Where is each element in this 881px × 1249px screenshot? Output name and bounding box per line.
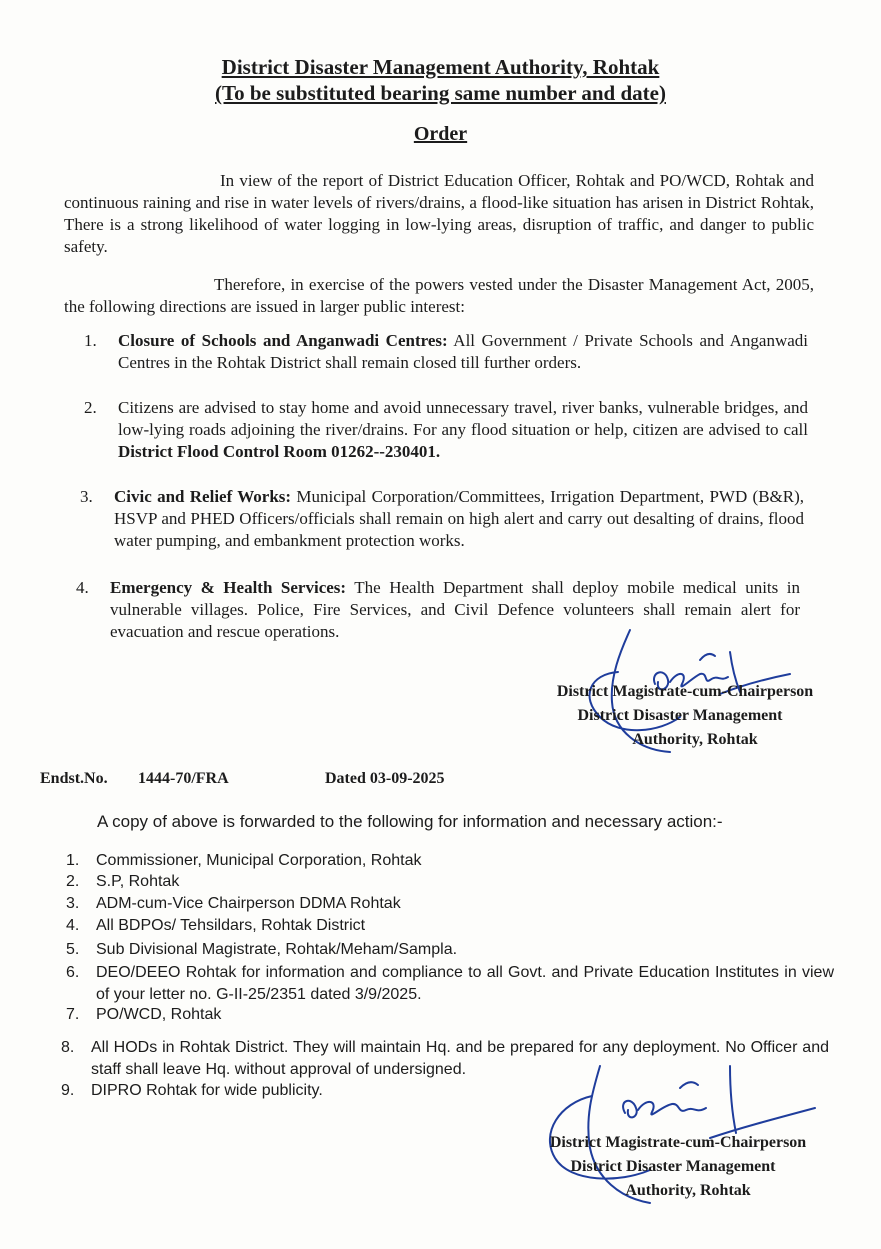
recipient-text: Sub Divisional Magistrate, Rohtak/Meham/Sampla. <box>96 941 458 958</box>
direction-number: 3. <box>80 487 93 506</box>
direction-text: All Government / Private Schools and Anganwadi Centres in the Rohtak District shall remain closed till further orders. <box>118 331 809 372</box>
direction-number: 2. <box>84 398 97 417</box>
recipient-text: DEO/DEEO Rohtak for information and compliance to all Govt. and Private Education Institutes in view of your letter no. G-II-25/2351 dated 3/9/2025. <box>96 964 834 1003</box>
recipient-text: All HODs in Rohtak District. They will maintain Hq. and be prepared for any deployment. No Officer and staff shall leave Hq. without approval of undersigned. <box>91 1039 829 1078</box>
direction-number: 1. <box>84 331 97 350</box>
recipient-text: PO/WCD, Rohtak <box>96 1006 222 1023</box>
recipient-text: Commissioner, Municipal Corporation, Rohtak <box>96 852 422 869</box>
flood-control-contact: District Flood Control Room 01262--230401. <box>118 442 441 461</box>
direction-text: Citizens are advised to stay home and avoid unnecessary travel, river banks, vulnerable bridges, and low-lying roads adjoining the river/drains. For any flood situation or help, citizen are advised to call <box>118 398 808 439</box>
recipient-number: 9. <box>61 1082 75 1099</box>
recipient-number: 4. <box>66 917 80 934</box>
recipient-number: 1. <box>66 852 80 869</box>
direction-heading: Civic and Relief Works: <box>114 487 292 506</box>
recipient-text: S.P, Rohtak <box>96 873 180 890</box>
authority-heading: District Disaster Management Authority, Rohtak <box>221 55 660 79</box>
recipient-number: 3. <box>66 895 80 912</box>
direction-heading: Emergency & Health Services: <box>110 578 347 597</box>
recipient-number: 6. <box>66 964 80 981</box>
endorsement-label: Endst.No. <box>40 770 108 787</box>
endorsement-date: Dated 03-09-2025 <box>325 770 445 787</box>
substitution-note: (To be substituted bearing same number and date) <box>215 81 666 105</box>
recipient-text: ADM-cum-Vice Chairperson DDMA Rohtak <box>96 895 401 912</box>
forward-note: A copy of above is forwarded to the following for information and necessary action:- <box>97 812 723 831</box>
recipient-text: All BDPOs/ Tehsildars, Rohtak District <box>96 917 366 934</box>
direction-text: The Health Department shall deploy mobile medical units in vulnerable villages. Police, Fire Services, and Civil Defence volunteers shall remain alert for evacuation and rescue operations. <box>110 578 800 641</box>
signatory-office: District Disaster Management <box>570 1158 776 1175</box>
recipient-number: 7. <box>66 1006 80 1023</box>
intro-paragraph: In view of the report of District Education Officer, Rohtak and PO/WCD, Rohtak and continuous raining and rise in water levels of rivers/drains, a flood-like situation has arisen in District Rohtak, There is a strong likelihood of water logging in low-lying areas, disruption of traffic, and danger to public safety. <box>64 171 814 256</box>
order-title: Order <box>413 123 468 145</box>
signatory-office: District Disaster Management <box>577 707 783 724</box>
signatory-block <box>520 680 840 752</box>
direction-number: 4. <box>76 578 89 597</box>
recipient-text: DIPRO Rohtak for wide publicity. <box>91 1082 323 1099</box>
signatory-title: District Magistrate-cum-Chairperson <box>556 683 814 700</box>
direction-text: Municipal Corporation/Committees, Irrigation Department, PWD (B&R), HSVP and PHED Officers/officials shall remain on high alert and carry out desalting of drains, flood water pumping, and embankment protection works. <box>114 487 805 550</box>
direction-heading: Closure of Schools and Anganwadi Centres: <box>118 331 448 350</box>
signatory-authority: Authority, Rohtak <box>632 731 758 748</box>
recipient-number: 8. <box>61 1039 75 1056</box>
recipient-number: 2. <box>66 873 80 890</box>
powers-paragraph: Therefore, in exercise of the powers vested under the Disaster Management Act, 2005, the following directions are issued in larger public interest: <box>64 275 814 316</box>
signatory-authority: Authority, Rohtak <box>625 1182 751 1199</box>
signatory-block <box>508 1131 838 1203</box>
signatory-title: District Magistrate-cum-Chairperson <box>549 1134 807 1151</box>
recipient-number: 5. <box>66 941 80 958</box>
endorsement-number: 1444-70/FRA <box>138 770 229 787</box>
